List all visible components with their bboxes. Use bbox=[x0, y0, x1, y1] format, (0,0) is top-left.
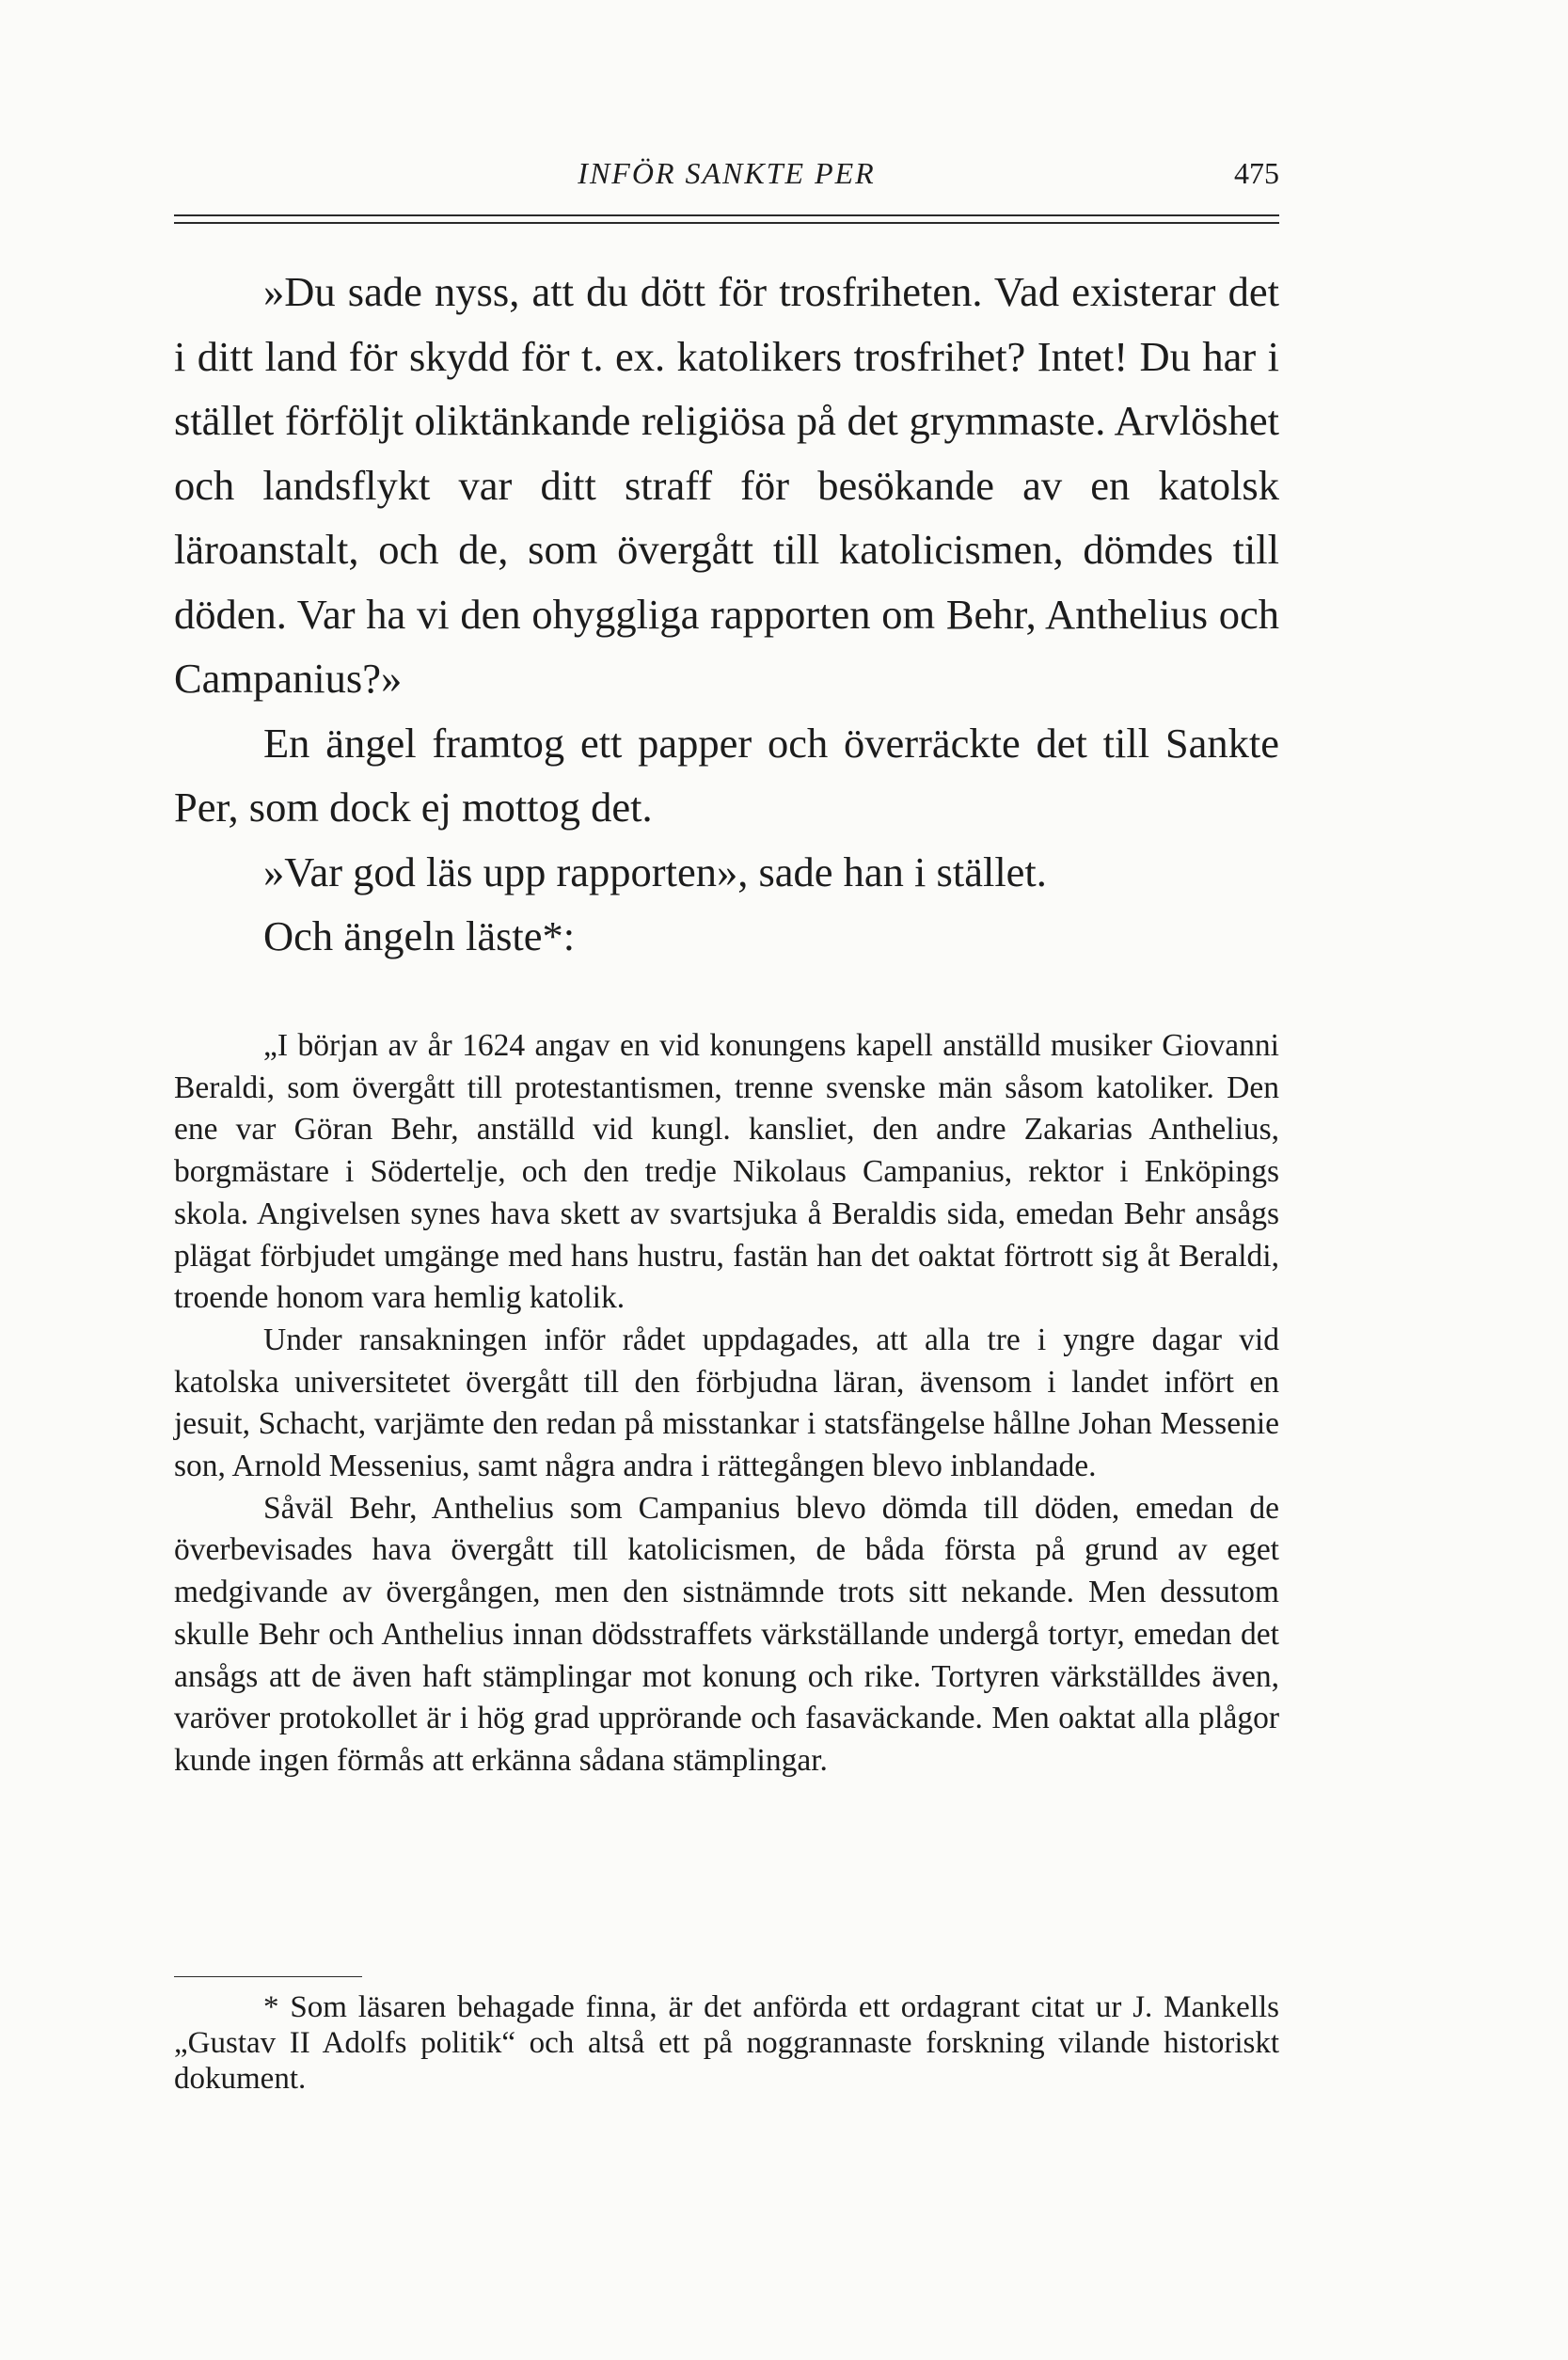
paragraph-angel-reads: Och ängeln läste*: bbox=[263, 912, 576, 959]
footnote-text: * Som läsaren behagade finna, är det anförda ett ordagrant citat ur J. Mankells „Gustav II Adolfs politik“ och altså ett på noggrannaste forskning vilande historiskt dokument. bbox=[174, 1990, 1279, 2096]
paragraph-sankte-per-speech: »Du sade nyss, att du dött för trosfriheten. Vad existerar det i ditt land för skydd för t. ex. katolikers trosfrihet? Intet! Du har i stället förföljt oliktänkande religiösa på det grymmaste. Arvlöshet och landsflykt var ditt straff för besökande av en katolsk läroanstalt, och de, som övergått till katolicismen, dömdes till döden. Var ha vi den ohyggliga rapporten om Behr, Anthelius och Campanius?» bbox=[174, 268, 1279, 702]
quoted-report bbox=[174, 1025, 1279, 1782]
report-paragraph: Såväl Behr, Anthelius som Campanius blevo dömda till döden, emedan de överbevisades hava övergått till katolicismen, de båda första på grund av eget medgivande av övergången, men den sistnämnde trots sitt nekande. Men dessutom skulle Behr och Anthelius innan dödsstraffets värkställande undergå tortyr, emedan det ansågs att de även haft stämplingar mot konung och rike. Tortyren värkställdes även, varöver protokollet är i hög grad upprörande och fasaväckande. Men oaktat alla plågor kunde ingen förmås att erkänna sådana stämplingar. bbox=[174, 1490, 1279, 1778]
footnote bbox=[174, 1989, 1279, 2097]
report-paragraph: „I början av år 1624 angav en vid konungens kapell anställd musiker Giovanni Beraldi, som övergått till protestantismen, trenne svenske män såsom katoliker. Den ene var Göran Behr, anställd vid kungl. kansliet, den andre Zakarias Anthelius, borgmästare i Södertelje, och den tredje Nikolaus Campanius, rektor i Enköpings skola. Angivelsen synes hava skett av svartsjuka å Beraldis sida, emedan Behr ansågs plägat förbjudet umgänge med hans hustru, fastän han det oaktat förtrott sig åt Beraldi, troende honom vara hemlig katolik. bbox=[174, 1028, 1279, 1316]
running-title: INFÖR SANKTE PER bbox=[578, 156, 876, 190]
paragraph-angel-paper: En ängel framtog ett papper och överräckte det till Sankte Per, som dock ej mottog det. bbox=[174, 719, 1279, 831]
running-header bbox=[174, 150, 1279, 198]
page-number: 475 bbox=[1234, 156, 1279, 190]
header-rule-top bbox=[174, 214, 1279, 216]
footnote-rule bbox=[174, 1976, 362, 1977]
main-text bbox=[174, 260, 1279, 969]
header-rule-bottom bbox=[174, 222, 1279, 224]
report-paragraph: Under ransakningen inför rådet uppdagades, att alla tre i yngre dagar vid katolska universitetet övergått till den förbjudna läran, ävensom i landet infört en jesuit, Schacht, varjämte den redan på misstankar i statsfängelse hållne Johan Messenie son, Arnold Messenius, samt några andra i rättegången blevo inblandade. bbox=[174, 1322, 1279, 1484]
paragraph-read-report: »Var god läs upp rapporten», sade han i stället. bbox=[263, 847, 1047, 895]
